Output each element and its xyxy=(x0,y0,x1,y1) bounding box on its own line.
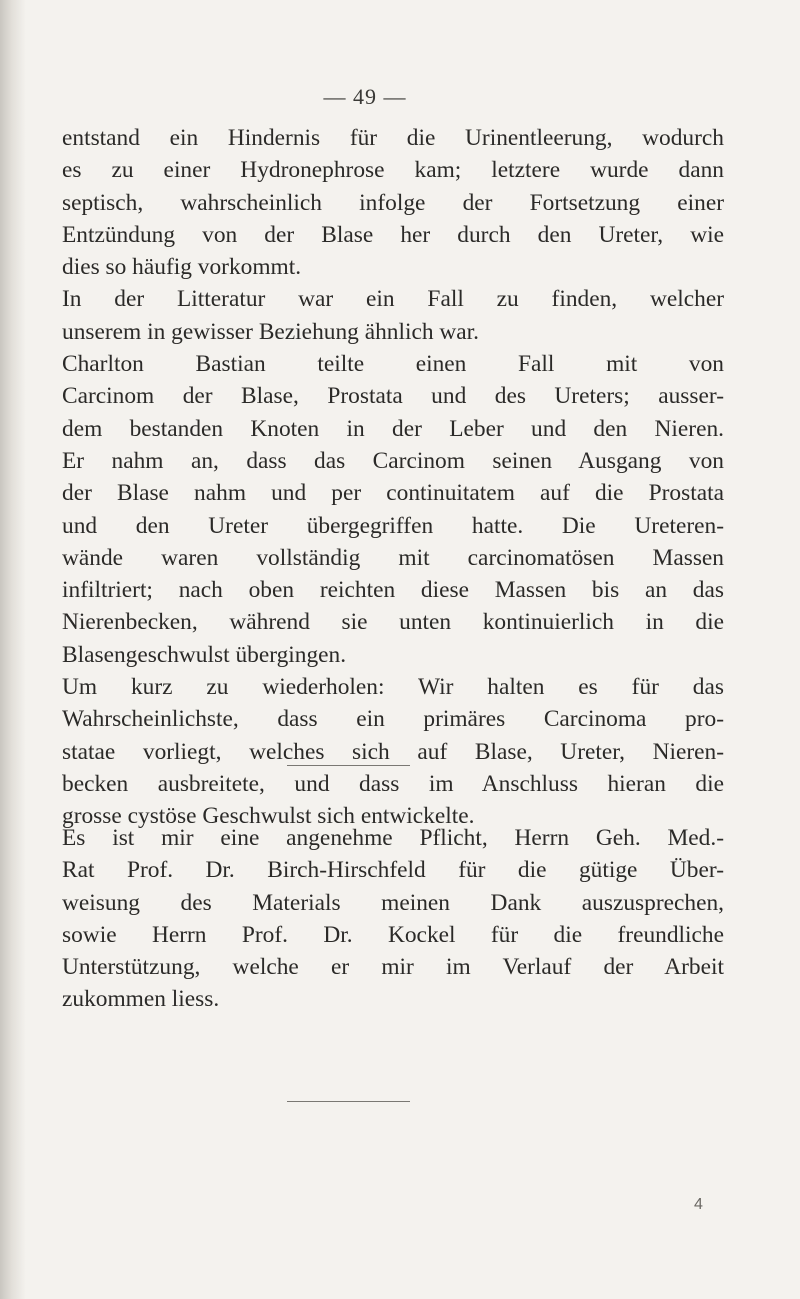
text-line: Entzündung von der Blase her durch den Ureter, wie xyxy=(62,221,724,248)
text-line: Carcinom der Blase, Prostata und des Ureters; ausser- xyxy=(62,383,724,410)
text-line: es zu einer Hydronephrose kam; letztere wurde dann xyxy=(62,157,724,184)
text-line: entstand ein Hindernis für die Urinentleerung, wodurch xyxy=(62,125,724,151)
text-line: septisch, wahrscheinlich infolge der Fortsetzung einer xyxy=(62,189,724,216)
end-divider xyxy=(287,1101,410,1102)
section-divider xyxy=(287,765,410,766)
text-line: statae vorliegt, welches sich auf Blase, Ureter, Nieren- xyxy=(62,738,724,765)
text-line: zukommen liess. xyxy=(62,986,220,1013)
acknowledgement-text xyxy=(62,822,724,1016)
text-line: dies so häufig vorkommt. xyxy=(62,254,302,281)
text-line: In der Litteratur war ein Fall zu finden, welcher xyxy=(62,286,724,313)
page-number: — 49 — xyxy=(323,84,407,109)
text-line: infiltriert; nach oben reichten diese Massen bis an das xyxy=(62,577,724,604)
text-line: weisung des Materials meinen Dank auszusprechen, xyxy=(62,889,724,916)
text-line: dem bestanden Knoten in der Leber und den Nieren. xyxy=(62,415,724,442)
text-line: grosse cystöse Geschwulst sich entwickelte. xyxy=(62,803,475,830)
text-line: Er nahm an, dass das Carcinom seinen Ausgang von xyxy=(62,447,724,474)
text-line: Unterstützung, welche er mir im Verlauf der Arbeit xyxy=(62,954,724,981)
signature-mark: 4 xyxy=(694,1196,703,1213)
text-line: Nierenbecken, während sie unten kontinuierlich in die xyxy=(62,609,724,636)
text-line: der Blase nahm und per continuitatem auf die Prostata xyxy=(62,480,724,507)
text-line: Wahrscheinlichste, dass ein primäres Carcinoma pro- xyxy=(62,706,724,733)
text-line: Blasengeschwulst übergingen. xyxy=(62,641,347,668)
text-line: und den Ureter übergegriffen hatte. Die Ureteren- xyxy=(62,512,724,539)
text-line: sowie Herrn Prof. Dr. Kockel für die freundliche xyxy=(62,921,724,948)
text-line: unserem in gewisser Beziehung ähnlich war. xyxy=(62,318,480,345)
main-text xyxy=(62,122,724,833)
text-line: wände waren vollständig mit carcinomatösen Massen xyxy=(62,544,724,571)
text-line: Um kurz zu wiederholen: Wir halten es für das xyxy=(62,674,724,701)
page-edge-shadow xyxy=(0,0,26,1299)
text-line: becken ausbreitete, und dass im Anschluss hieran die xyxy=(62,770,724,797)
text-line: Rat Prof. Dr. Birch-Hirschfeld für die gütige Über- xyxy=(62,857,724,884)
text-line: Es ist mir eine angenehme Pflicht, Herrn Geh. Med.- xyxy=(62,825,724,851)
text-line: Charlton Bastian teilte einen Fall mit von xyxy=(62,351,724,378)
